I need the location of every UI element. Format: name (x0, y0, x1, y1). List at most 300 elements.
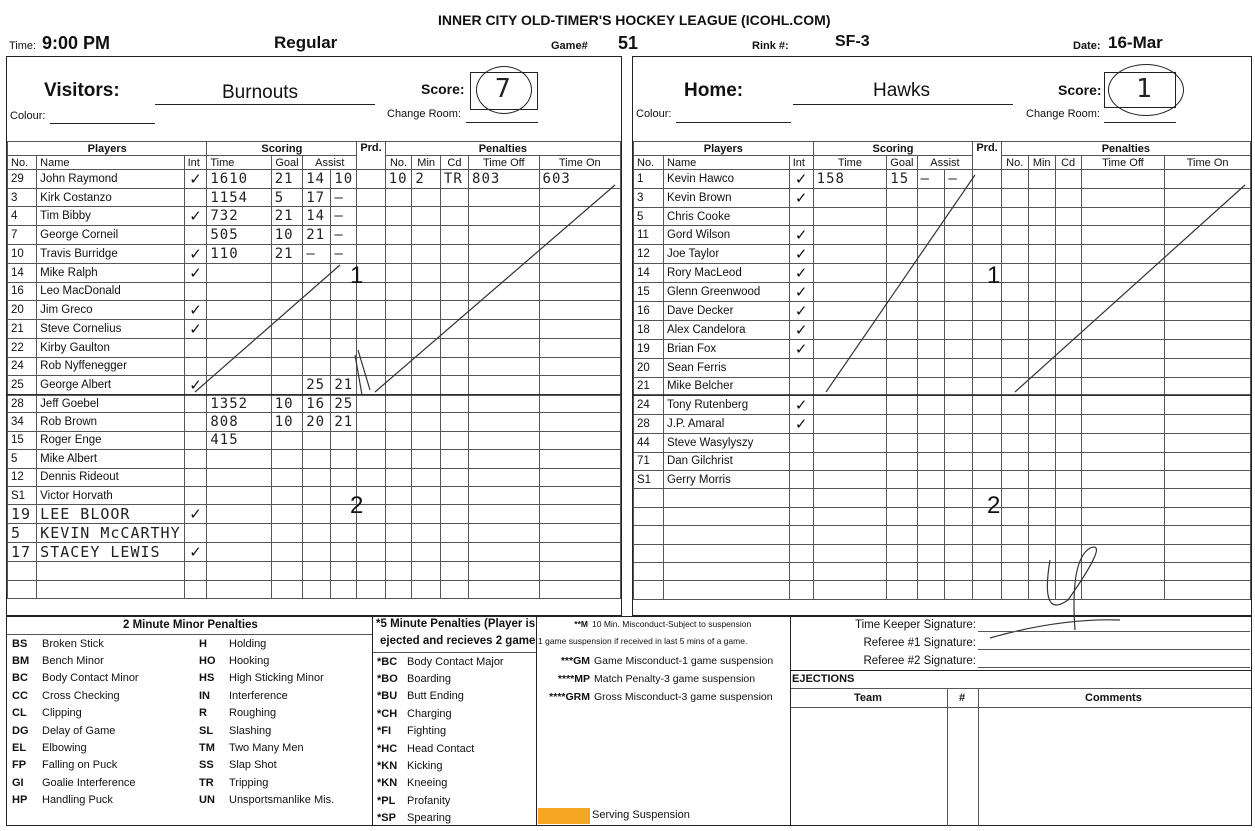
visitors-scoring-a2: — (331, 207, 357, 226)
minor-penalty-description: Interference (229, 689, 288, 702)
signature-line-1 (978, 631, 1250, 632)
home-assist-column: Assist (917, 156, 973, 170)
legend-panel (6, 616, 1252, 826)
time-on-column: Time On (539, 156, 620, 170)
game-time: 9:00 PM (42, 33, 111, 53)
visitors-player-name: Kirk Costanzo (37, 189, 184, 207)
visitors-scoring-goal: 21 (271, 170, 303, 189)
home-players-heading: Players (634, 142, 814, 156)
home-player-name: Kevin Brown (663, 189, 789, 208)
visitors-scoring-a2: 21 (331, 375, 357, 394)
visitors-player-int: ✓ (184, 301, 207, 320)
major-penalty-description: Kicking (407, 760, 443, 773)
minor-penalty-description: Body Contact Minor (42, 672, 139, 685)
visitors-player-name: Victor Horvath (37, 486, 184, 504)
visitors-player-name: STACEY LEWIS (37, 543, 184, 562)
visitors-player-number: 25 (8, 375, 37, 394)
visitors-player-name: Roger Enge (37, 431, 184, 449)
visitors-player-name: Kirby Gaulton (37, 339, 184, 357)
minor-penalty-description: Unsportsmanlike Mis. (229, 794, 335, 807)
minor-penalty-description: Broken Stick (42, 637, 104, 650)
home-player-int: ✓ (789, 340, 813, 359)
minor-penalty-code: H (199, 637, 207, 650)
minor-penalty-row (8, 774, 183, 791)
major-penalty-row (373, 705, 535, 722)
league-title: INNER CITY OLD-TIMER'S HOCKEY LEAGUE (ICOHL.COM) (438, 12, 831, 28)
home-pen-no-column: No. (1001, 156, 1028, 170)
home-player-name: Steve Wasylyszy (663, 434, 789, 452)
game-label: Game# (551, 40, 588, 52)
minor-penalty-row (195, 757, 370, 774)
minor-penalty-description: Hooking (229, 655, 270, 668)
misconduct-text: Gross Misconduct-3 game suspension (594, 691, 773, 703)
visitors-penalty-cd: TR (440, 170, 468, 189)
visitors-player-number: 15 (8, 431, 37, 449)
major-penalty-row (373, 688, 535, 705)
minor-penalty-code: BM (12, 655, 30, 668)
home-player-name: Rory MacLeod (663, 264, 789, 283)
minor-penalty-description: Handling Puck (42, 794, 113, 807)
minor-penalty-row (195, 774, 370, 791)
major-penalty-row (373, 775, 535, 792)
time-keeper-signature-label: Time Keeper Signature: (854, 619, 976, 631)
visitors-player-name: Dennis Rideout (37, 468, 184, 486)
minor-penalty-description: Roughing (229, 707, 277, 720)
goal-column: Goal (271, 156, 303, 170)
visitors-colour-label: Colour: (10, 110, 46, 122)
game-type: Regular (274, 33, 338, 52)
visitors-player-number: 4 (8, 207, 37, 226)
visitors-scoring-a1: 14 (303, 207, 331, 226)
visitors-player-int: ✓ (184, 207, 207, 226)
home-player-name: Brian Fox (663, 340, 789, 359)
home-player-number: 71 (634, 452, 664, 470)
visitors-player-int: ✓ (184, 170, 207, 189)
major-penalty-row (373, 670, 535, 687)
major-penalty-code: *KN (377, 777, 398, 790)
home-player-int: ✓ (789, 321, 813, 340)
visitors-player-number: 28 (8, 394, 37, 412)
home-player-name: Gerry Morris (663, 470, 789, 488)
home-team-name: Hawks (873, 80, 931, 101)
visitors-player-name: LEE BLOOR (37, 505, 184, 524)
major-penalty-code: *BO (377, 673, 398, 686)
minor-penalty-row (8, 792, 183, 809)
visitors-scoring-a2: — (331, 226, 357, 244)
major-title-line-1: *5 Minute Penalties (Player is (376, 618, 536, 630)
visitors-period-2: 2 (350, 492, 364, 519)
visitors-player-number: 19 (8, 505, 37, 524)
minor-penalty-code: TM (199, 742, 215, 755)
home-time-off-column: Time Off (1081, 156, 1165, 170)
minor-penalty-description: Clipping (42, 707, 82, 720)
ejections-team-heading: Team (854, 692, 882, 704)
minor-penalty-description: Slashing (229, 724, 272, 737)
referee-2-signature-label: Referee #2 Signature: (863, 655, 976, 667)
visitors-player-int: ✓ (184, 543, 207, 562)
visitors-scoring-goal: 10 (271, 394, 303, 412)
visitors-player-number: 7 (8, 226, 37, 244)
major-penalty-row (373, 723, 535, 740)
minor-penalty-row (195, 687, 370, 704)
minor-penalty-code: HP (12, 794, 28, 807)
minor-penalty-row (195, 739, 370, 756)
home-player-int: ✓ (789, 189, 813, 208)
visitors-player-number: S1 (8, 486, 37, 504)
major-penalty-code: *SP (377, 812, 396, 825)
major-penalty-row (373, 653, 535, 670)
visitors-scoring-goal: 21 (271, 207, 303, 226)
misconduct-code: ***GM (560, 655, 590, 667)
visitors-scoring-a2: 25 (331, 394, 357, 412)
visitors-scoring-time: 110 (207, 244, 271, 263)
visitors-penalty-min: 2 (412, 170, 441, 189)
home-player-int: ✓ (789, 302, 813, 321)
misconduct-code: ****MP (557, 673, 590, 685)
minor-penalty-code: BC (12, 672, 28, 685)
home-player-name: Dave Decker (663, 302, 789, 321)
home-player-number: 16 (634, 302, 664, 321)
minor-penalty-description: Two Many Men (229, 742, 304, 755)
misconduct-item (538, 655, 788, 667)
date-label: Date: (1073, 40, 1101, 52)
visitors-scoring-time: 1610 (207, 170, 271, 189)
visitors-player-name: Jeff Goebel (37, 394, 184, 412)
minor-penalty-description: High Sticking Minor (229, 672, 324, 685)
home-player-name: Dan Gilchrist (663, 452, 789, 470)
minor-penalty-description: Bench Minor (42, 655, 104, 668)
visitors-player-number: 3 (8, 189, 37, 207)
visitors-label: Visitors: (44, 80, 120, 101)
cd-column: Cd (440, 156, 468, 170)
home-player-number: 19 (634, 340, 664, 359)
home-player-name: Sean Ferris (663, 359, 789, 377)
home-player-number: 28 (634, 415, 664, 434)
visitors-change-room-label: Change Room: (387, 108, 461, 120)
visitors-player-number: 12 (8, 468, 37, 486)
minor-penalties-title: 2 Minute Minor Penalties (123, 619, 258, 631)
major-penalty-code: *CH (377, 707, 398, 720)
minor-penalty-row (8, 670, 183, 687)
home-scoring-a1: — (917, 170, 945, 189)
minor-penalty-row (8, 635, 183, 652)
visitors-player-name: KEVIN McCARTHY (37, 524, 184, 543)
misconduct-item (538, 636, 788, 646)
minor-penalty-description: Goalie Interference (42, 776, 136, 789)
visitors-scoring-a1: 20 (303, 413, 331, 431)
visitors-player-name: John Raymond (37, 170, 184, 189)
visitors-team-name: Burnouts (222, 82, 299, 103)
majors-table (373, 653, 535, 827)
int-column: Int (184, 156, 207, 170)
visitors-player-int: ✓ (184, 263, 207, 282)
visitors-player-name: Travis Burridge (37, 244, 184, 263)
misconduct-code: **M (574, 619, 588, 629)
minors-right-table (195, 635, 370, 809)
home-player-number: S1 (634, 470, 664, 488)
minor-penalty-code: R (199, 707, 207, 720)
visitors-player-number: 22 (8, 339, 37, 357)
home-player-name: Chris Cooke (663, 208, 789, 226)
minor-penalty-row (8, 705, 183, 722)
visitors-scoring-a1: 14 (303, 170, 331, 189)
name-column: Name (37, 156, 184, 170)
visitors-player-number: 24 (8, 357, 37, 375)
major-penalty-code: *HC (377, 742, 398, 755)
visitors-scoring-a1: 16 (303, 394, 331, 412)
misconduct-text: 1 game suspension if received in last 5 mins of a game. (538, 636, 748, 646)
major-penalty-row (373, 757, 535, 774)
time-column: Time (207, 156, 271, 170)
visitors-player-number: 5 (8, 524, 37, 543)
minor-penalty-code: CL (12, 707, 27, 720)
home-player-name: Kevin Hawco (663, 170, 789, 189)
visitors-scoring-goal: 21 (271, 244, 303, 263)
ejections-title: EJECTIONS (792, 673, 855, 685)
minor-penalty-row (195, 635, 370, 652)
home-player-number: 21 (634, 377, 664, 395)
minor-penalty-description: Holding (229, 637, 267, 650)
major-penalty-code: *PL (377, 794, 396, 807)
home-no-column: No. (634, 156, 664, 170)
home-period-2: 2 (987, 492, 1001, 519)
home-goal-column: Goal (887, 156, 917, 170)
home-score-label: Score: (1058, 82, 1102, 98)
game-date: 16-Mar (1108, 33, 1163, 52)
time-off-column: Time Off (469, 156, 540, 170)
min-column: Min (412, 156, 441, 170)
minor-penalty-code: EL (12, 742, 27, 755)
home-player-int: ✓ (789, 396, 813, 415)
home-player-number: 20 (634, 359, 664, 377)
misconduct-code: ****GRM (549, 691, 590, 703)
visitors-player-name: Rob Brown (37, 413, 184, 431)
minor-penalty-code: SS (199, 759, 214, 772)
minor-penalty-row (195, 652, 370, 669)
minor-penalty-row (195, 705, 370, 722)
visitors-scoring-a1: — (303, 244, 331, 263)
visitors-player-int: ✓ (184, 505, 207, 524)
visitors-scoring-time: 415 (207, 431, 271, 449)
minor-penalty-row (195, 670, 370, 687)
scoring-heading: Scoring (207, 142, 357, 156)
ejections-rule (791, 688, 1251, 689)
major-penalty-description: Head Contact (407, 742, 475, 755)
minor-penalty-code: HS (199, 672, 215, 685)
visitors-player-number: 17 (8, 543, 37, 562)
visitors-scoring-a2: — (331, 244, 357, 263)
major-penalty-code: *BU (377, 690, 398, 703)
home-player-number: 18 (634, 321, 664, 340)
serving-swatch (538, 808, 590, 824)
ejections-comments-heading: Comments (1085, 692, 1142, 704)
visitors-player-number: 10 (8, 244, 37, 263)
home-player-int: ✓ (789, 415, 813, 434)
home-player-int: ✓ (789, 264, 813, 283)
major-penalty-description: Profanity (407, 794, 451, 807)
visitors-player-int: ✓ (184, 244, 207, 263)
home-name-column: Name (663, 156, 789, 170)
visitors-player-number: 14 (8, 263, 37, 282)
ejections-col-1 (947, 688, 948, 826)
minor-penalty-code: TR (199, 776, 214, 789)
home-colour-label: Colour: (636, 108, 672, 120)
home-min-column: Min (1028, 156, 1055, 170)
visitors-player-name: George Albert (37, 375, 184, 394)
visitors-scoring-goal: 10 (271, 226, 303, 244)
visitors-player-name: Steve Cornelius (37, 320, 184, 339)
visitors-penalty-on: 603 (539, 170, 620, 189)
home-player-number: 11 (634, 226, 664, 245)
rink-value: SF-3 (835, 33, 870, 50)
rink-label: Rink #: (752, 40, 789, 52)
legend-divider-2 (536, 616, 537, 826)
major-penalty-description: Charging (407, 707, 452, 720)
home-player-int: ✓ (789, 245, 813, 264)
major-penalty-description: Kneeing (407, 777, 448, 790)
home-change-room-label: Change Room: (1026, 108, 1100, 120)
home-player-name: Gord Wilson (663, 226, 789, 245)
home-player-name: Tony Rutenberg (663, 396, 789, 415)
home-scoring-a2: — (945, 170, 973, 189)
visitors-score-label: Score: (421, 81, 465, 97)
visitors-scoring-goal: 10 (271, 413, 303, 431)
visitors-player-int: ✓ (184, 375, 207, 394)
visitors-scoring-a2: — (331, 189, 357, 207)
minor-penalty-code: UN (199, 794, 215, 807)
major-penalty-description: Spearing (407, 812, 452, 825)
visitors-scoring-a2: 10 (331, 170, 357, 189)
signature-rule (791, 670, 1251, 671)
visitors-player-name: George Corneil (37, 226, 184, 244)
visitors-player-name: Leo MacDonald (37, 282, 184, 300)
visitors-player-number: 34 (8, 413, 37, 431)
minor-penalty-code: FP (12, 759, 27, 772)
visitors-score: 7 (495, 74, 512, 104)
home-player-name: Joe Taylor (663, 245, 789, 264)
minor-penalty-description: Delay of Game (42, 724, 116, 737)
home-player-int: ✓ (789, 283, 813, 302)
home-period-heading: Prd. (973, 142, 1001, 170)
minors-left-table (8, 635, 183, 809)
ejections-col-2 (978, 688, 979, 826)
major-penalty-row (373, 810, 535, 827)
home-player-name: Glenn Greenwood (663, 283, 789, 302)
home-player-number: 14 (634, 264, 664, 283)
minor-penalty-row (8, 739, 183, 756)
minor-penalty-description: Falling on Puck (42, 759, 118, 772)
visitors-player-number: 5 (8, 450, 37, 468)
visitors-player-name: Mike Ralph (37, 263, 184, 282)
home-player-number: 12 (634, 245, 664, 264)
home-player-int: ✓ (789, 226, 813, 245)
home-player-name: Alex Candelora (663, 321, 789, 340)
home-scoring-time: 158 (813, 170, 887, 189)
visitors-player-number: 20 (8, 301, 37, 320)
minor-penalty-description: Cross Checking (42, 689, 120, 702)
visitors-player-name: Jim Greco (37, 301, 184, 320)
major-penalty-code: *KN (377, 760, 398, 773)
visitors-player-number: 21 (8, 320, 37, 339)
major-penalty-code: *FI (377, 725, 392, 738)
home-penalties-heading: Penalties (1001, 142, 1250, 156)
players-heading: Players (8, 142, 207, 156)
minor-penalty-code: CC (12, 689, 28, 702)
home-period-1: 1 (987, 262, 1001, 289)
visitors-player-name: Rob Nyffenegger (37, 357, 184, 375)
minor-penalty-row (195, 792, 370, 809)
pen-no-column: No. (385, 156, 412, 170)
home-int-column: Int (789, 156, 813, 170)
major-penalty-description: Butt Ending (407, 690, 464, 703)
visitors-player-number: 29 (8, 170, 37, 189)
minor-penalty-row (8, 687, 183, 704)
misconduct-text: Game Misconduct-1 game suspension (594, 655, 774, 667)
home-player-number: 15 (634, 283, 664, 302)
signature-line-3 (978, 667, 1250, 668)
penalties-heading: Penalties (385, 142, 620, 156)
misconduct-item (538, 691, 788, 703)
minor-penalty-row (8, 757, 183, 774)
visitors-player-int: ✓ (184, 320, 207, 339)
visitors-scoring-time: 1352 (207, 394, 271, 412)
visitors-player-name: Mike Albert (37, 450, 184, 468)
minor-penalty-row (8, 722, 183, 739)
misconduct-item (538, 673, 788, 685)
visitors-player-name: Tim Bibby (37, 207, 184, 226)
visitors-scoring-time: 1154 (207, 189, 271, 207)
visitors-scoring-time: 808 (207, 413, 271, 431)
minor-penalty-code: DG (12, 724, 29, 737)
time-label: Time: (9, 40, 37, 52)
major-penalty-row (373, 740, 535, 757)
game-number: 51 (618, 33, 639, 53)
minor-penalty-code: BS (12, 637, 28, 650)
visitors-scoring-time: 505 (207, 226, 271, 244)
minor-penalty-row (8, 652, 183, 669)
misconduct-text: 10 Min. Misconduct-Subject to suspension (592, 619, 752, 629)
minor-penalty-code: IN (199, 689, 210, 702)
visitors-period-1: 1 (350, 262, 364, 289)
major-penalty-code: *BC (377, 655, 398, 668)
ejections-number-heading: # (959, 692, 966, 704)
minor-penalty-code: SL (199, 724, 214, 737)
visitors-scoring-time: 732 (207, 207, 271, 226)
visitors-penalty-off: 803 (469, 170, 540, 189)
major-penalty-description: Fighting (407, 725, 447, 738)
visitors-penalty-no: 10 (385, 170, 412, 189)
home-player-name: J.P. Amaral (663, 415, 789, 434)
minor-penalty-description: Slap Shot (229, 759, 277, 772)
visitors-scoring-a1: 17 (303, 189, 331, 207)
period-heading: Prd. (357, 142, 385, 170)
visitors-scoring-a1: 21 (303, 226, 331, 244)
visitors-scoring-a2: 21 (331, 413, 357, 431)
major-title-line-2: ejected and recieves 2 game (380, 635, 536, 647)
major-penalty-description: Body Contact Major (407, 655, 504, 668)
assist-column: Assist (303, 156, 357, 170)
home-cd-column: Cd (1055, 156, 1081, 170)
home-player-number: 1 (634, 170, 664, 189)
minor-penalty-code: HO (199, 655, 216, 668)
home-player-number: 44 (634, 434, 664, 452)
home-time-column: Time (813, 156, 887, 170)
home-player-number: 5 (634, 208, 664, 226)
minor-penalty-description: Tripping (229, 776, 269, 789)
home-player-name: Mike Belcher (663, 377, 789, 395)
visitors-scoring-goal: 5 (271, 189, 303, 207)
visitors-scoring-a1: 25 (303, 375, 331, 394)
